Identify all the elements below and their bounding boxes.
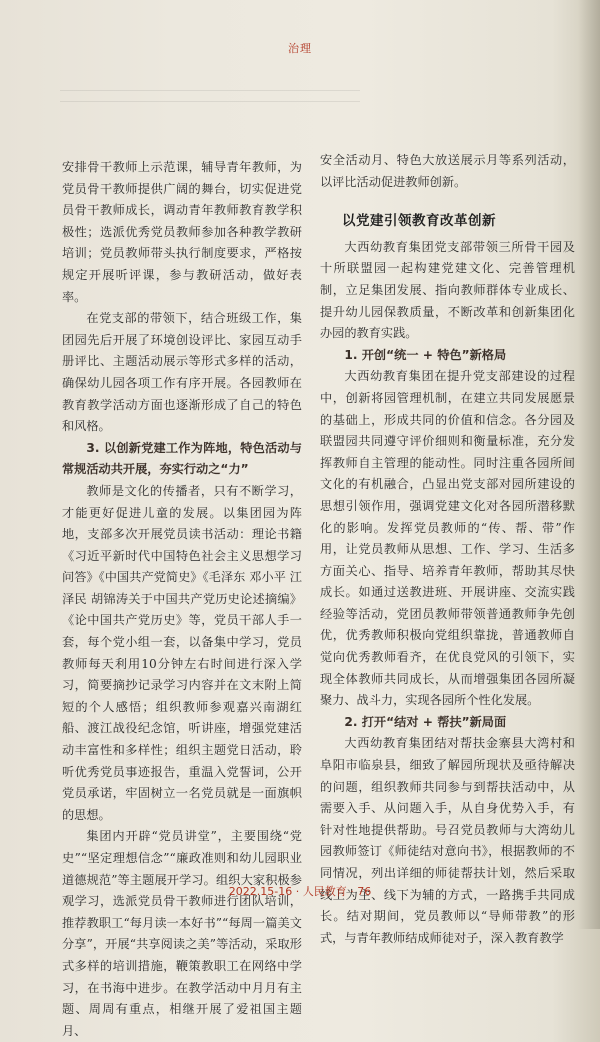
paragraph: 教师是文化的传播者，只有不断学习，才能更好促进儿童的发展。以集团园为阵地，支部多次开展党员读书活动：理论书籍《习近平新时代中国特色社会主义思想学习问答》《中国共产党简史》《毛泽东 邓小平 江泽民 胡锦涛关于中国共产党历史论述摘编》《论中国共产党历史》等，党员干部人手一套，每个党小组一套，以备集中学习，党员教师每天利用10分钟左右时间进行深入学习，简要摘抄记录学习内容并在文末附上简短的个人感悟；组织教师参观嘉兴南湖红船、渡江战役纪念馆，听讲座，增强党建活动丰富性和多样性；组织主题党日活动，聆听优秀党员事迹报告，重温入党誓词，公开党员承诺，牢固树立一名党员就是一面旗帜的思想。 bbox=[62, 483, 302, 822]
paragraph: 集团内开辟“党员讲堂”，主要围绕“党史”“坚定理想信念”“廉政准则和幼儿园职业道德规范”等主题展开学习。组织大家积极参观学习，选派党员骨干教师进行团队培训，推荐教职工“每月读一本好书”“每周一篇美文分享”，开展“共享阅读之美”等活动，采取形式多样的培训措施，鞭策教职工在网络中学习，在书海中进步。在教学活动中月月有主题、周周有重点，相继开展了爱祖国主题月、 bbox=[62, 829, 302, 1038]
paragraph: 安全活动月、特色大放送展示月等系列活动，以评比活动促进教师创新。 bbox=[320, 153, 575, 189]
paragraph: 安排骨干教师上示范课，辅导青年教师，为党员骨干教师提供广阔的舞台，切实促进党员骨干教师成长，调动青年教师教育教学积极性；选派优秀党员教师参加各种教学教研培训；党员教师带头执行制度要求，严格按规定开展听评课，参与教研活动，做好表率。 bbox=[62, 160, 302, 304]
subheading: 3. 以创新党建工作为阵地，特色活动与常规活动共开展，夯实行动之“力” bbox=[62, 440, 302, 477]
bleed-through-text bbox=[60, 82, 360, 112]
subheading: 1. 开创“统一 + 特色”新格局 bbox=[344, 347, 507, 362]
subheading: 2. 打开“结对 + 帮扶”新局面 bbox=[344, 714, 507, 729]
paragraph: 大西幼教育集团在提升党支部建设的过程中，创新将园管理机制，在建立共同发展愿景的基础上，形成共同的价值和信念。各分园及联盟园共同遵守评价细则和衡量标准，充分发挥教师自主管理的能动性。同时注重各园所间文化的有机融合，凸显出党支部对园所建设的思想引领作用，强调党建文化对各园所潜移默化的影响。发挥党员教师的“传、帮、带”作用，让党员教师从思想、工作、学习、生活多方面关心、指导、培养青年教师，帮助其尽快成长。如通过送教进班、开展讲座、交流实践经验等活动，党团员教师带领普通教师争先创优，优秀教师积极向党组织靠拢，普通教师自觉向优秀教师看齐，在优良党风的引领下，实现全体教师共同成长，从而增强集团各园所凝聚力、战斗力，实现各园所个性化发展。 bbox=[320, 369, 575, 708]
section-header: 治理 bbox=[288, 42, 312, 55]
page-gutter-shadow bbox=[578, 0, 600, 929]
section-title: 以党建引领教育改革创新 bbox=[342, 213, 496, 230]
left-column bbox=[62, 157, 302, 1042]
paragraph: 大西幼教育集团结对帮扶金寨县大湾村和阜阳市临泉县，细致了解园所现状及亟待解决的问题，组织教师共同参与到帮扶活动中，从需要入手、从问题入手，从自身优势入手，有针对性地提供帮助。号召党员教师与大湾幼儿园教师签订《师徒结对意向书》，根据教师的不同情况，列出详细的师徒帮扶计划，然后采取线上为主、线下为辅的方式，一路携手共同成长。结对期间，党员教师以“导师带教”的形式，与青年教师结成师徒对子，深入教育教学 bbox=[320, 736, 575, 945]
paragraph: 在党支部的带领下，结合班级工作，集团园先后开展了环境创设评比、家园互动手册评比、主题活动展示等形式多样的活动，确保幼儿园各项工作有序开展。各园教师在教育教学活动方面也逐渐形成了自己的特色和风格。 bbox=[62, 311, 302, 434]
right-column bbox=[320, 150, 575, 949]
page-footer: 2022.15-16 · 人民教育 · 76 bbox=[228, 885, 372, 898]
paragraph: 大西幼教育集团党支部带领三所骨干园及十所联盟园一起构建党建文化、完善管理机制，立足集团发展、指向教师群体专业成长、提升幼儿园保教质量，不断改革和创新集团化办园的教育实践。 bbox=[320, 239, 575, 341]
